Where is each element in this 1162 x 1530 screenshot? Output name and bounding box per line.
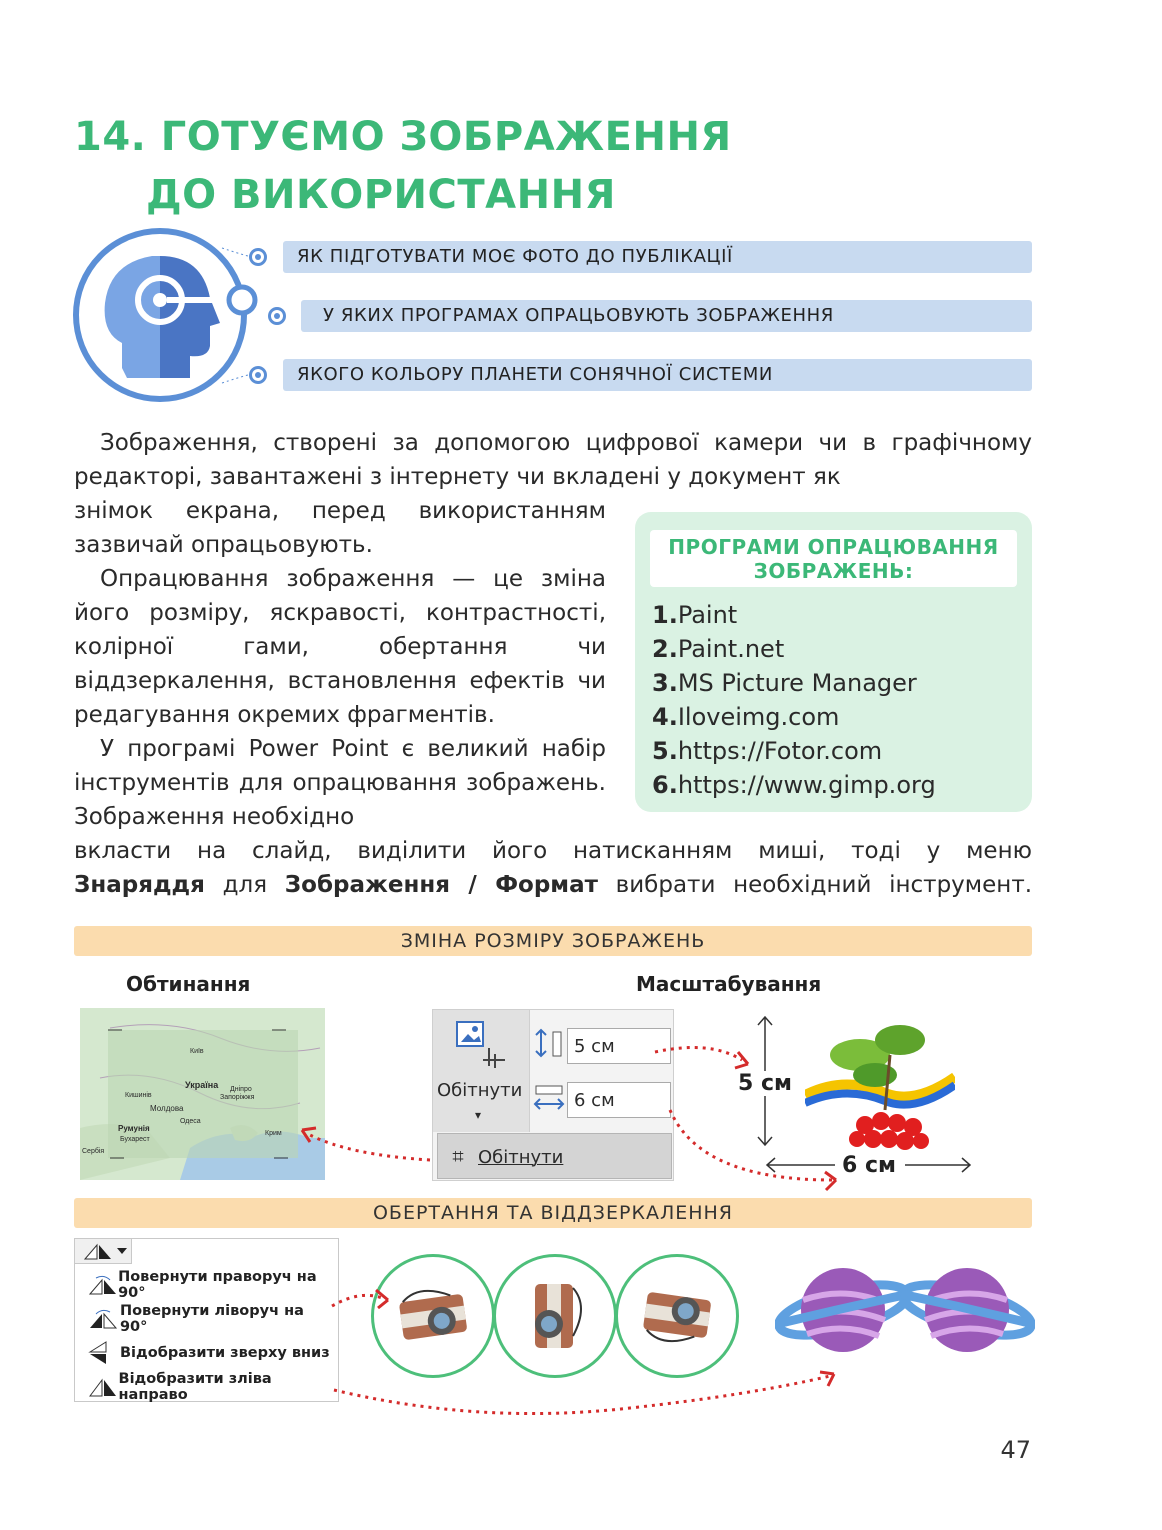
menu-label-rotate-right: Повернути праворуч на 90° [118, 1269, 317, 1301]
item-name: https://Fotor.com [677, 737, 883, 765]
map-label-ukraine: Україна [185, 1080, 219, 1090]
menu-item-flip-horizontal[interactable] [86, 1370, 336, 1404]
bullet-dot-3 [249, 366, 267, 384]
title-line-1: 14. ГОТУЄМО ЗОБРАЖЕННЯ [74, 114, 732, 160]
map-label-serbia: Сербія [82, 1148, 105, 1155]
paragraph-3-continuation [74, 834, 1032, 868]
item-number: 2. [652, 635, 678, 663]
item-name: Paint [677, 601, 738, 629]
map-label-romania: Румунія [118, 1124, 150, 1133]
p3-mid-text: для [222, 872, 268, 898]
flip-vertical-icon [86, 1340, 120, 1366]
scale-label: Масштабування [636, 972, 822, 996]
item-number: 5. [652, 737, 678, 765]
width-dimension-label: 6 см [842, 1153, 896, 1178]
item-number: 3. [652, 669, 678, 697]
item-name: https://www.gimp.org [677, 771, 936, 799]
question-text-1: ЯК ПІДГОТУВАТИ МОЄ ФОТО ДО ПУБЛІКАЦІЇ [297, 246, 733, 267]
width-field[interactable]: 6 см [567, 1082, 671, 1118]
paragraph-2: Опрацювання зображення — це зміна його розміру, яскравості, контрастності, колірної гами, обертання чи віддзеркалення, встановлення ефектів чи редагування окремих фрагментів. [74, 566, 606, 728]
paragraph-1: Зображення, створені за допомогою цифрової камери чи в графічному редакторі, завантажені з інтернету чи вкладені у документ як [74, 430, 1032, 490]
head-gears-icon [72, 228, 272, 403]
question-text-3: ЯКОГО КОЛЬОРУ ПЛАНЕТИ СОНЯЧНОЇ СИСТЕМИ [297, 364, 773, 385]
program-item [652, 700, 936, 734]
program-item [652, 666, 936, 700]
bullet-dot-1 [249, 248, 267, 266]
p3-cont-text: вкласти на слайд, виділити його натисканням миші, тоді у меню [74, 838, 1032, 864]
map-label-chisinau: Кишинів [125, 1092, 152, 1099]
menu-item-rotate-left[interactable] [86, 1302, 336, 1336]
crop-small-icon: ⌗ [452, 1144, 464, 1168]
map-label-dnipro: Дніпро [230, 1086, 252, 1093]
menu-item-rotate-right[interactable] [86, 1268, 336, 1302]
paragraph-3: У програмі Power Point є великий набір інструментів для опрацювання зображень. Зображення необхідно [74, 736, 606, 830]
red-dotted-arrows [280, 1030, 840, 1195]
page-title [74, 108, 732, 224]
page-number: 47 [1000, 1436, 1031, 1464]
rotate-right-icon [86, 1274, 118, 1296]
menu-label-flip-horizontal: Відобразити зліва направо [118, 1371, 272, 1403]
rotate-left-icon [86, 1308, 120, 1330]
map-label-kyiv: Київ [190, 1048, 204, 1055]
map-label-moldova: Молдова [150, 1104, 184, 1113]
programs-heading: ПРОГРАМИ ОПРАЦЮВАННЯ ЗОБРАЖЕНЬ: [650, 530, 1017, 587]
menu-label-flip-vertical: Відобразити зверху вниз [120, 1345, 330, 1361]
section-bar-rotate: ОБЕРТАННЯ ТА ВІДДЗЕРКАЛЕННЯ [74, 1198, 1032, 1228]
rotate-dropdown-button[interactable] [74, 1238, 132, 1264]
item-name: Iloveimg.com [677, 703, 840, 731]
question-bar-1 [283, 241, 1032, 273]
dropdown-arrow-icon[interactable]: ▾ [475, 1108, 482, 1122]
question-bar-2 [301, 300, 1032, 332]
program-item [652, 632, 936, 666]
paragraph-3-last-line [74, 868, 1032, 902]
item-number: 6. [652, 771, 678, 799]
map-label-crimea: Крим [265, 1130, 282, 1137]
item-name: MS Picture Manager [677, 669, 917, 697]
paragraph-1-continuation: знімок екрана, перед використанням зазвичай опрацьовують. [74, 498, 606, 558]
bold-tools: Знаряддя [74, 872, 205, 898]
map-label-bucharest: Бухарест [120, 1136, 150, 1143]
menu-item-flip-vertical[interactable] [86, 1336, 336, 1370]
rotate-triangle-icon [75, 1239, 131, 1263]
bold-image-format: Зображення / Формат [284, 872, 598, 898]
height-field[interactable]: 5 см [567, 1028, 671, 1064]
flip-horizontal-icon [86, 1376, 119, 1398]
crop-menu-label: Обітнути [478, 1147, 564, 1168]
height-dimension-label: 5 см [738, 1071, 792, 1096]
map-label-odesa: Одеса [180, 1118, 201, 1125]
program-item [652, 734, 936, 768]
question-bar-3 [283, 359, 1032, 391]
programs-list [652, 598, 936, 802]
item-name: Paint.net [677, 635, 785, 663]
program-item [652, 598, 936, 632]
map-label-zaporizhzhia: Запоріжжя [220, 1094, 255, 1101]
menu-label-rotate-left: Повернути ліворуч на 90° [119, 1303, 304, 1335]
red-dotted-arrows-rotate [330, 1280, 850, 1430]
title-line-2: ДО ВИКОРИСТАННЯ [146, 172, 616, 218]
item-number: 4. [652, 703, 678, 731]
program-item [652, 768, 936, 802]
crop-label: Обтинання [126, 972, 251, 996]
item-number: 1. [652, 601, 678, 629]
crop-button-label[interactable]: Обітнути [437, 1080, 523, 1101]
p3-end-text: вибрати необхідний інструмент. [615, 872, 1033, 898]
rotate-menu-items [86, 1268, 336, 1404]
question-text-2: У ЯКИХ ПРОГРАМАХ ОПРАЦЬОВУЮТЬ ЗОБРАЖЕННЯ [323, 305, 834, 326]
bullet-dot-2 [268, 307, 286, 325]
section-bar-resize: ЗМІНА РОЗМІРУ ЗОБРАЖЕНЬ [74, 926, 1032, 956]
